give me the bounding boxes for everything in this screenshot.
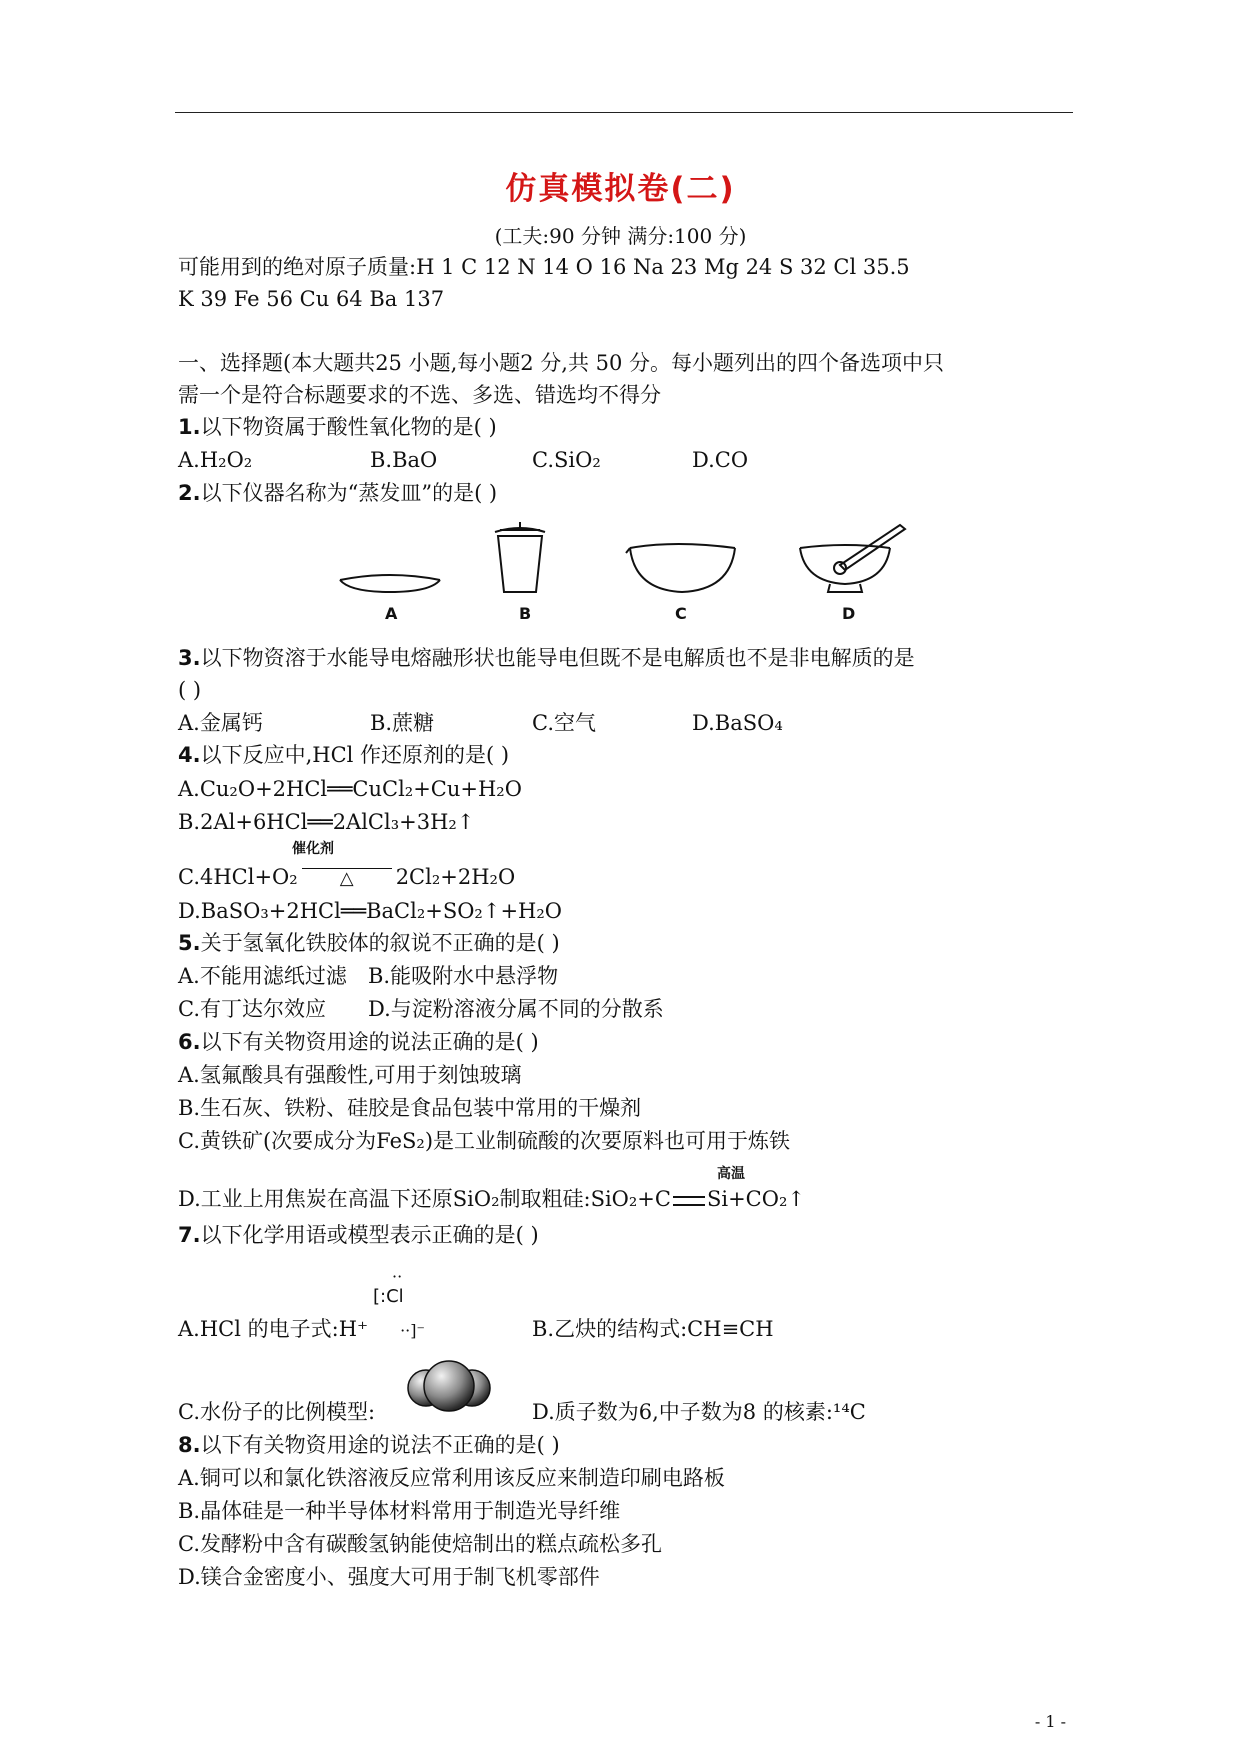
- question-5-option-b: B.能吸附水中悬浮物: [368, 964, 559, 988]
- question-7-option-d: D.质子数为6,中子数为8 的核素:¹⁴C: [532, 1400, 866, 1424]
- question-3-paren: ( ): [178, 678, 202, 702]
- question-6-option-b: B.生石灰、铁粉、硅胶是食品包装中常用的干燥剂: [178, 1096, 642, 1120]
- question-8-option-d: D.镁合金密度小、强度大可用于制飞机零部件: [178, 1565, 600, 1589]
- question-1-option-a: A.H₂O₂: [178, 448, 253, 472]
- header-rule: [175, 112, 1073, 113]
- apparatus-label-a: A: [385, 604, 398, 623]
- section-heading-line2: 需一个是符合标题要求的不选、多选、错选均不得分: [178, 383, 661, 407]
- equals-sign-icon: [673, 1196, 705, 1206]
- lab-apparatus-figure: [330, 520, 930, 610]
- question-8-stem: 8.以下有关物资用途的说法不正确的是( ): [178, 1433, 560, 1457]
- apparatus-label-c: C: [675, 604, 687, 623]
- page-number: - 1 -: [1034, 1712, 1066, 1731]
- question-6-condition-high-temp: 高温: [717, 1166, 745, 1182]
- page-subtitle: (工夫:90 分钟 满分:100 分): [494, 224, 747, 248]
- question-8-option-c: C.发酵粉中含有碳酸氢钠能使焙制出的糕点疏松多孔: [178, 1532, 662, 1556]
- question-6-option-c: C.黄铁矿(次要成分为FeS₂)是工业制硫酸的次要原料也可用于炼铁: [178, 1129, 791, 1153]
- question-3-option-d: D.BaSO₄: [692, 711, 783, 735]
- question-3-option-c: C.空气: [532, 711, 596, 735]
- question-4-condition-catalyst: 催化剂: [292, 841, 334, 857]
- question-4-option-c: C.4HCl+O₂ △ 2Cl₂+2H₂O: [178, 865, 516, 889]
- question-number: 1.: [178, 415, 201, 439]
- apparatus-c-evaporating-dish: [626, 544, 735, 592]
- apparatus-d-mortar-pestle: [800, 525, 905, 592]
- question-7-chloride-symbol: [:Cl: [373, 1286, 404, 1307]
- question-6-option-a: A.氢氟酸具有强酸性,可用于刻蚀玻璃: [178, 1063, 522, 1087]
- question-5-stem: 5.关于氢氧化铁胶体的叙说不正确的是( ): [178, 931, 560, 955]
- question-4-option-a: A.Cu₂O+2HCl══CuCl₂+Cu+H₂O: [178, 777, 522, 801]
- question-5-option-c: C.有丁达尔效应: [178, 997, 326, 1021]
- question-6-option-d: D.工业上用焦炭在高温下还原SiO₂制取粗硅:SiO₂+C Si+CO₂↑: [178, 1187, 805, 1211]
- question-1-option-d: D.CO: [692, 448, 749, 472]
- atomic-masses-line2: K 39 Fe 56 Cu 64 Ba 137: [178, 287, 445, 311]
- question-4-option-b: B.2Al+6HCl══2AlCl₃+3H₂↑: [178, 810, 475, 834]
- apparatus-b-crucible: [495, 522, 545, 592]
- atomic-masses-line1: 可能用到的绝对原子质量:H 1 C 12 N 14 O 16 Na 23 Mg 24 S 32 Cl 35.5: [178, 255, 910, 279]
- question-1-option-b: B.BaO: [370, 448, 438, 472]
- water-molecule-model-figure: [404, 1358, 494, 1418]
- question-4-option-d: D.BaSO₃+2HCl══BaCl₂+SO₂↑+H₂O: [178, 899, 562, 923]
- question-5-option-a: A.不能用滤纸过滤: [178, 964, 347, 988]
- question-1-stem: 1.以下物资属于酸性氧化物的是( ): [178, 415, 497, 439]
- section-heading-line1: 一、选择题(本大题共25 小题,每小题2 分,共 50 分。每小题列出的四个备选项中只: [178, 351, 945, 375]
- apparatus-a-dish: [340, 575, 440, 592]
- question-2-stem: 2.以下仪器名称为“蒸发皿”的是( ): [178, 481, 498, 505]
- question-7-option-c: C.水份子的比例模型:: [178, 1400, 376, 1424]
- question-3-stem: 3.以下物资溶于水能导电熔融形状也能导电但既不是电解质也不是非电解质的是: [178, 646, 915, 670]
- question-1-option-c: C.SiO₂: [532, 448, 601, 472]
- question-4-condition-heat: △: [302, 868, 392, 889]
- page-title: 仿真模拟卷(二): [505, 171, 736, 207]
- apparatus-label-b: B: [519, 604, 532, 623]
- question-8-option-b: B.晶体硅是一种半导体材料常用于制造光导纤维: [178, 1499, 621, 1523]
- question-4-stem: 4.以下反应中,HCl 作还原剂的是( ): [178, 743, 510, 767]
- question-5-option-d: D.与淀粉溶液分属不同的分散系: [368, 997, 664, 1021]
- question-6-stem: 6.以下有关物资用途的说法正确的是( ): [178, 1030, 539, 1054]
- apparatus-label-d: D: [842, 604, 856, 623]
- question-7-option-b: B.乙炔的结构式:CH≡CH: [532, 1317, 774, 1341]
- question-3-option-a: A.金属钙: [178, 711, 263, 735]
- question-7-option-a: A.HCl 的电子式:H⁺ ··]⁻: [178, 1317, 425, 1341]
- question-3-option-b: B.蔗糖: [370, 711, 435, 735]
- question-8-option-a: A.铜可以和氯化铁溶液反应常利用该反应来制造印刷电路板: [178, 1466, 725, 1490]
- question-7-stem: 7.以下化学用语或模型表示正确的是( ): [178, 1223, 539, 1247]
- question-7-electron-dots-top: ··: [392, 1267, 403, 1286]
